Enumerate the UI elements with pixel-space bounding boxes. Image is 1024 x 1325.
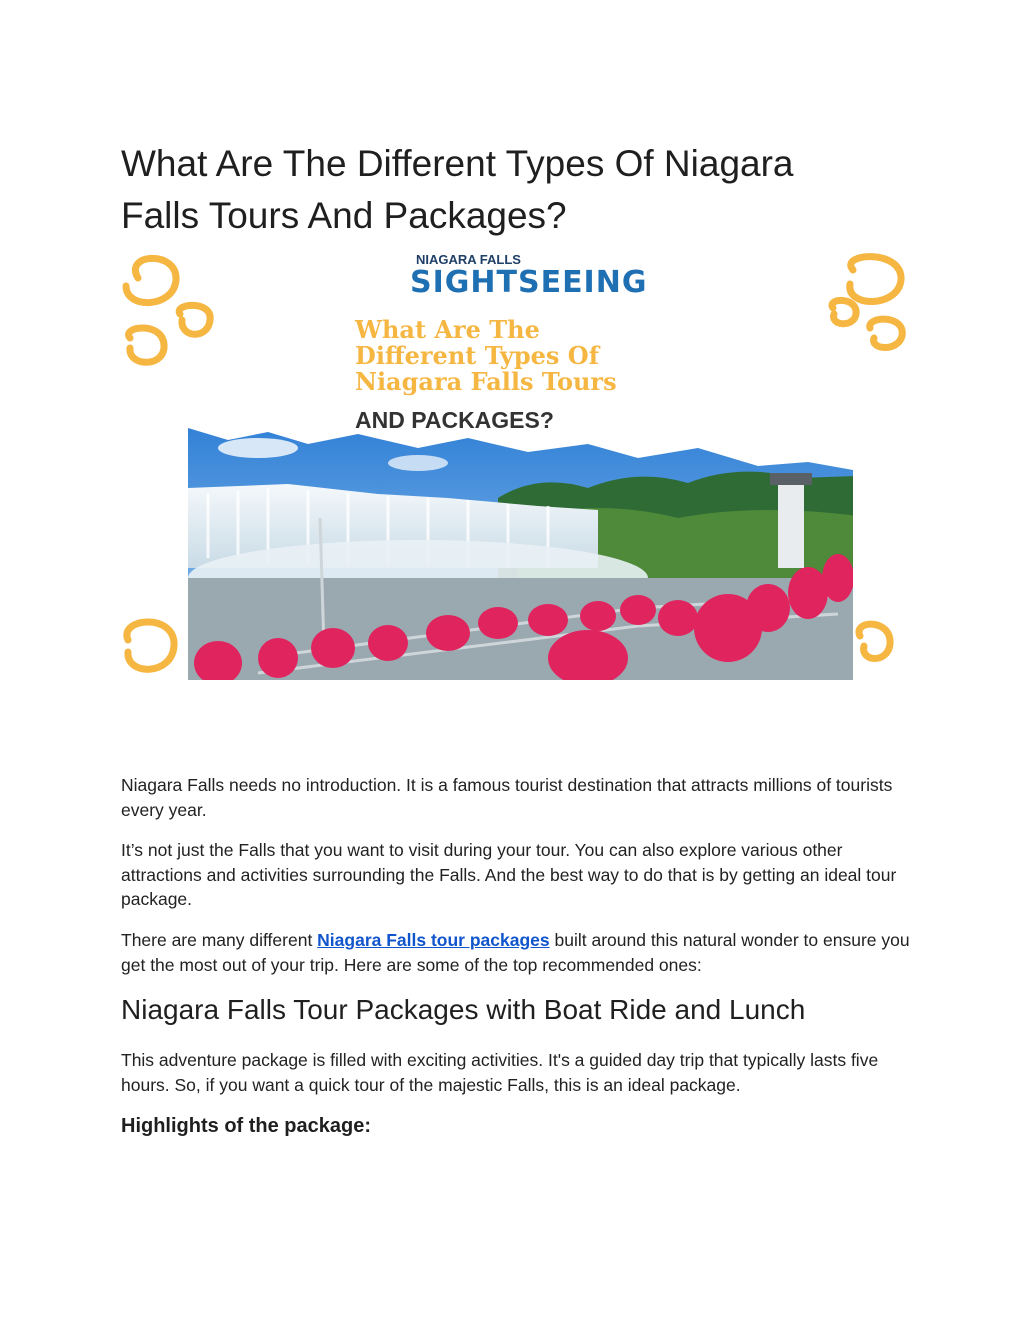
banner-image <box>118 248 908 688</box>
highlights-subheading: Highlights of the package: <box>121 1115 372 1137</box>
banner-logo-large: SIGHTSEEING <box>410 265 648 300</box>
banner-logo-small: NIAGARA FALLS <box>416 252 521 267</box>
section-heading: Niagara Falls Tour Packages with Boat Ride and Lunch <box>121 994 806 1025</box>
banner-headline-line2: Different Types Of <box>355 341 600 370</box>
tour-packages-link[interactable]: Niagara Falls tour packages <box>317 930 550 950</box>
third-paragraph-text-after: built around this natural wonder to ensure you get the most out of your trip. Here are some of the top recommended ones: <box>121 930 910 975</box>
banner-photo <box>178 418 868 688</box>
intro-paragraph: Niagara Falls needs no introduction. It is a famous tourist destination that attracts millions of tourists every year. <box>121 775 893 820</box>
third-paragraph-text-before: There are many different <box>121 930 318 950</box>
third-paragraph <box>121 928 911 977</box>
banner-headline-line4: AND PACKAGES? <box>355 407 554 433</box>
second-paragraph: It’s not just the Falls that you want to visit during your tour. You can also explore various other attractions and activities surrounding the Falls. And the best way to do that is by getting an ideal tour package. <box>121 840 897 909</box>
article-title: What Are The Different Types Of Niagara Falls Tours And Packages? <box>121 143 794 236</box>
banner-headline-line1: What Are The <box>355 315 540 344</box>
banner-headline-line3: Niagara Falls Tours <box>355 367 617 396</box>
section-paragraph: This adventure package is filled with exciting activities. It's a guided day trip that typically lasts five hours. So, if you want a quick tour of the majestic Falls, this is an ideal package. <box>121 1050 879 1095</box>
